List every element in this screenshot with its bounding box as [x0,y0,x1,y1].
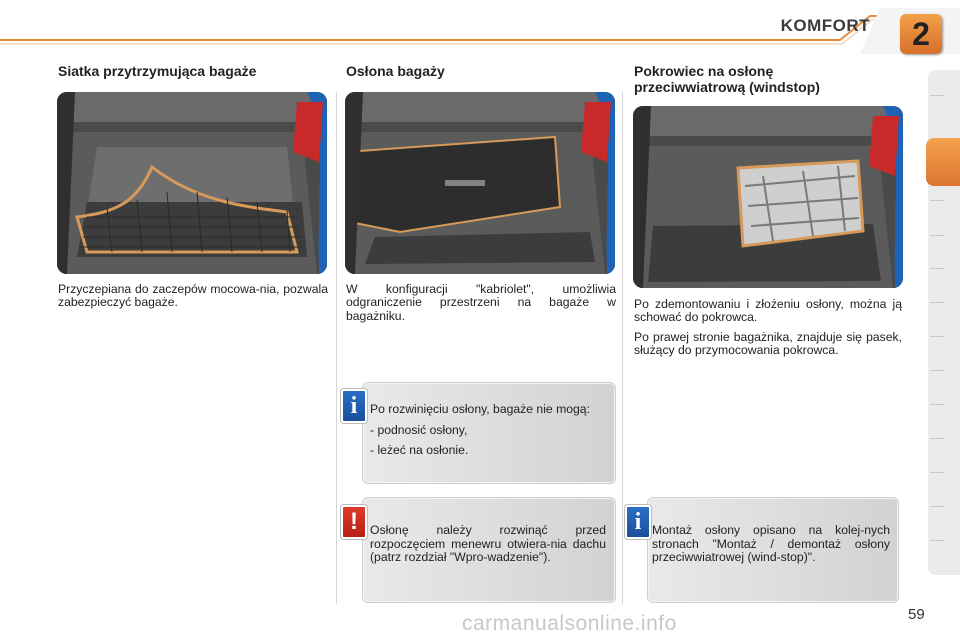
tab-divider [930,268,944,269]
paragraph: Po zdemontowaniu i złożeniu osłony, można ją schować do pokrowca. [634,297,902,325]
heading-trunk-net: Siatka przytrzymująca bagaże [58,63,257,79]
tab-divider [930,404,944,405]
tab-divider [930,370,944,371]
watermark: carmanualsonline.info [462,612,677,635]
info-box-text [370,403,606,465]
paragraph: Przyczepiana do zaczepów mocowa-nia, pozwala zabezpieczyć bagaże. [58,282,328,310]
tab-divider [930,472,944,473]
page-number: 59 [908,606,925,623]
column-divider [336,92,337,604]
tab-divider [930,235,944,236]
tab-divider [930,438,944,439]
heading-luggage-cover: Osłona bagaży [346,63,445,79]
section-title: KOMFORT [780,16,870,35]
windstop-cover-photo [633,106,903,288]
chapter-tab-active[interactable] [926,138,960,186]
paragraph: Po prawej stronie bagażnika, znajduje się pasek, służący do przymocowania pokrowca. [634,329,902,358]
chapter-badge: 2 [900,14,942,54]
luggage-cover-text [346,283,616,329]
tab-divider [930,506,944,507]
tab-divider [930,95,944,96]
warning-text: Osłonę należy rozwinąć przed rozpoczęciem menewru otwiera-nia dachu (patrz rozdział "Wpro-wadzenie"). [370,523,606,565]
heading-line: przeciwwiatrową (windstop) [634,79,820,95]
tab-divider [930,540,944,541]
windstop-cover-text [634,298,902,364]
heading-line: Pokrowiec na osłonę [634,63,774,79]
trunk-net-text [58,283,328,316]
tab-divider [930,200,944,201]
info-list-item: - leżeć na osłonie. [370,443,469,458]
info-icon: i [625,505,651,539]
warning-box-text [370,524,606,572]
tab-divider [930,302,944,303]
info-list-item: - podnosić osłony, [370,422,468,437]
paragraph: W konfiguracji "kabriolet", umożliwia odgraniczenie przestrzeni na bagaże w bagażniku. [346,282,616,323]
info-box-text [652,524,890,572]
warning-icon: ! [341,505,367,539]
info-icon: i [341,389,367,423]
column-divider [622,92,623,604]
trunk-net-photo [57,92,327,274]
tab-divider [930,336,944,337]
info-intro: Po rozwinięciu osłony, bagaże nie mogą: [370,402,590,416]
info-text: Montaż osłony opisano na kolej-nych stronach "Montaż / demontaż osłony przeciwwiatrowej (wind-stop)". [652,523,890,565]
heading-windstop-cover [634,63,820,95]
luggage-cover-photo [345,92,615,274]
